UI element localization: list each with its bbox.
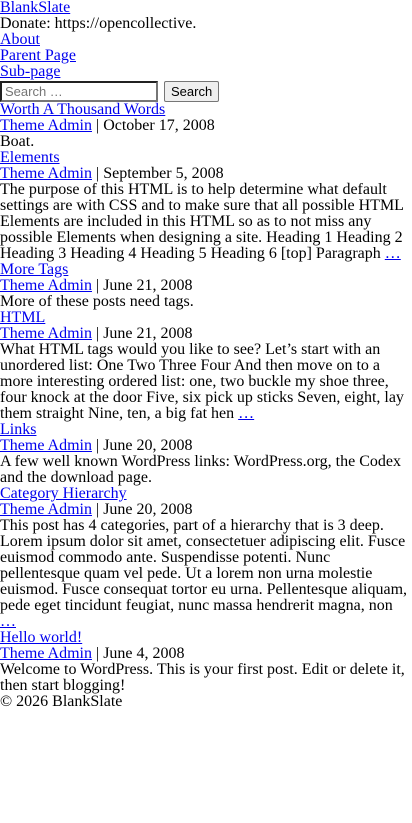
nav-item-sub-page[interactable]: Sub-page xyxy=(0,63,61,80)
post-title-link[interactable]: Links xyxy=(0,421,37,438)
post-date: June 21, 2008 xyxy=(103,325,193,342)
excerpt-text: More of these posts need tags. xyxy=(0,293,194,310)
post-title-link[interactable]: Worth A Thousand Words xyxy=(0,101,166,118)
site-title-link[interactable]: BlankSlate xyxy=(0,0,71,16)
post-category-hierarchy xyxy=(0,486,412,630)
post-excerpt xyxy=(0,134,412,150)
excerpt-text: What HTML tags would you like to see? Let’s start with an unordered list: One Two Three Four And then move on to a more interesting ordered list: one, two buckle my shoe three, four knock at the door Five, six pick up sticks Seven, eight, lay them straight Nine, ten, a big fat hen xyxy=(0,341,404,422)
post-date: October 17, 2008 xyxy=(103,117,215,134)
post-title-link[interactable]: Hello world! xyxy=(0,629,83,646)
post-links xyxy=(0,422,412,486)
post-elements xyxy=(0,150,412,262)
read-more-link[interactable]: … xyxy=(238,405,255,422)
search-form xyxy=(0,80,412,102)
post-title-link[interactable]: Elements xyxy=(0,149,60,166)
excerpt-text: The purpose of this HTML is to help determine what default settings are with CSS and to make sure that all possible HTML Elements are included in this HTML so as to not miss any possible Elements when designing a site. Heading 1 Heading 2 Heading 3 Heading 4 Heading 5 Heading 6 [top] Paragraph xyxy=(0,181,404,262)
meta-separator: | xyxy=(91,645,104,662)
post-title-link[interactable]: More Tags xyxy=(0,261,69,278)
read-more-link[interactable]: … xyxy=(0,613,16,630)
excerpt-text: Welcome to WordPress. This is your first post. Edit or delete it, then start blogging! xyxy=(0,661,405,694)
post-worth-a-thousand-words xyxy=(0,102,412,150)
site-header xyxy=(0,0,412,102)
posts-list xyxy=(0,102,412,694)
post-title-link[interactable]: Category Hierarchy xyxy=(0,485,127,502)
copyright-text: © 2026 BlankSlate xyxy=(0,693,123,710)
post-author-link[interactable]: Theme Admin xyxy=(0,165,92,182)
post-author-link[interactable]: Theme Admin xyxy=(0,645,92,662)
meta-separator: | xyxy=(91,277,104,294)
meta-separator: | xyxy=(91,117,104,134)
post-excerpt xyxy=(0,454,412,486)
post-meta xyxy=(0,438,412,454)
post-hello-world xyxy=(0,630,412,694)
post-excerpt xyxy=(0,518,412,630)
site-footer xyxy=(0,694,412,710)
post-date: June 20, 2008 xyxy=(103,501,193,518)
post-meta xyxy=(0,326,412,342)
post-excerpt xyxy=(0,342,412,422)
meta-separator: | xyxy=(91,501,104,518)
post-date: September 5, 2008 xyxy=(103,165,224,182)
meta-separator: | xyxy=(91,325,104,342)
site-description: Donate: https://opencollective. xyxy=(0,15,197,32)
excerpt-text: A few well known WordPress links: WordPress.org, the Codex and the download page. xyxy=(0,453,401,486)
excerpt-text: Boat. xyxy=(0,133,35,150)
main-nav xyxy=(0,32,412,80)
nav-item-about[interactable]: About xyxy=(0,31,40,48)
meta-separator: | xyxy=(91,165,104,182)
post-date: June 21, 2008 xyxy=(103,277,193,294)
post-meta xyxy=(0,646,412,662)
search-input[interactable] xyxy=(0,81,158,102)
post-meta xyxy=(0,118,412,134)
post-html xyxy=(0,310,412,422)
post-meta xyxy=(0,278,412,294)
search-button[interactable]: Search xyxy=(164,81,219,102)
post-date: June 4, 2008 xyxy=(103,645,185,662)
post-author-link[interactable]: Theme Admin xyxy=(0,437,92,454)
post-author-link[interactable]: Theme Admin xyxy=(0,325,92,342)
post-excerpt xyxy=(0,182,412,262)
post-title-link[interactable]: HTML xyxy=(0,309,46,326)
post-excerpt xyxy=(0,294,412,310)
post-author-link[interactable]: Theme Admin xyxy=(0,501,92,518)
read-more-link[interactable]: … xyxy=(384,245,401,262)
post-excerpt xyxy=(0,662,412,694)
nav-item-parent-page[interactable]: Parent Page xyxy=(0,47,76,64)
post-author-link[interactable]: Theme Admin xyxy=(0,117,92,134)
post-meta xyxy=(0,502,412,518)
excerpt-text: This post has 4 categories, part of a hierarchy that is 3 deep. Lorem ipsum dolor sit amet, consectetuer adipiscing elit. Fusce euismod commodo ante. Suspendisse potenti. Nunc pellentesque quam vel pede. Ut a lorem non urna molestie euismod. Fusce consequat tortor eu urna. Pellentesque aliquam, pede eget tincidunt feugiat, nunc massa hendrerit magna, non xyxy=(0,517,408,614)
post-author-link[interactable]: Theme Admin xyxy=(0,277,92,294)
post-meta xyxy=(0,166,412,182)
meta-separator: | xyxy=(91,437,104,454)
post-date: June 20, 2008 xyxy=(103,437,193,454)
post-more-tags xyxy=(0,262,412,310)
